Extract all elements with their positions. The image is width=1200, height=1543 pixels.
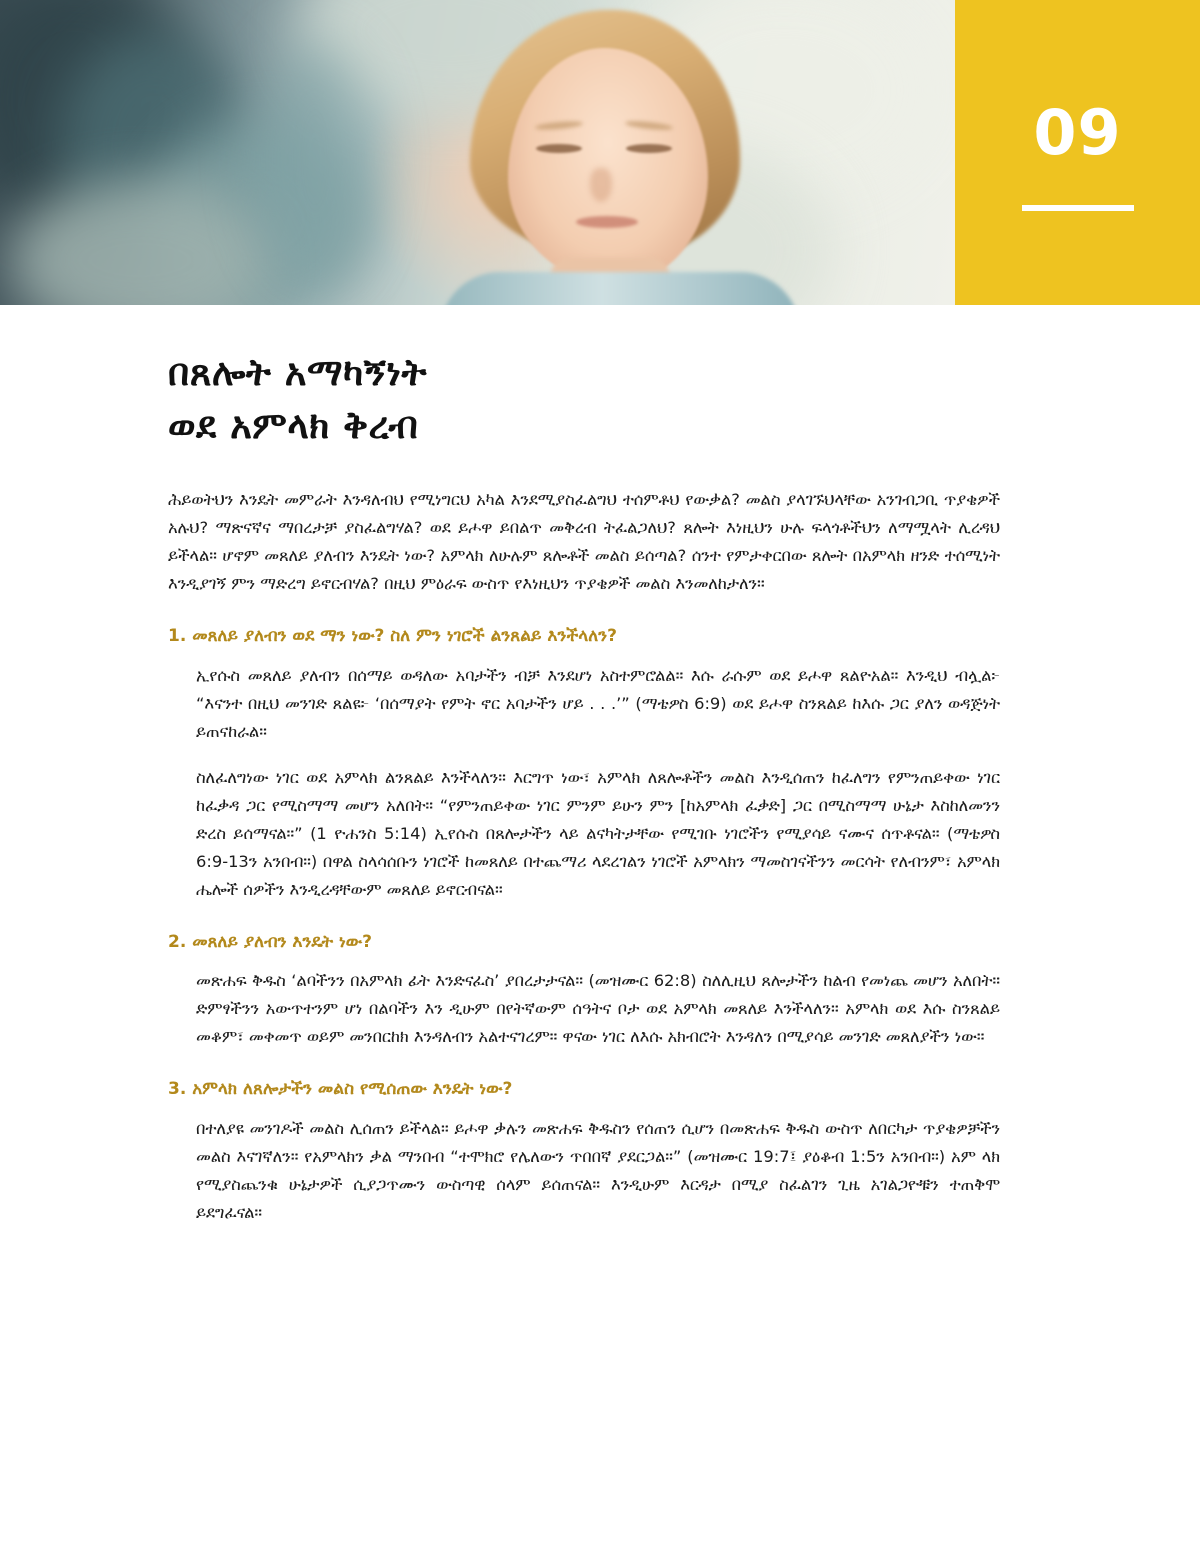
eye-right-closed — [626, 144, 672, 153]
photo-blur-shape — [255, 40, 375, 280]
chapter-number-badge — [955, 0, 1200, 305]
section-heading-1: 1. መጸለይ ያለብን ወደ ማን ነው? ስለ ምን ነገሮች ልንጸልይ እንችላለን? — [168, 626, 618, 647]
section-3-paragraph-1: በተለያዩ መንገዶች መልስ ሊሰጠን ይችላል። ይሖዋ ቃሉን መጽሐፍ ቅዱስን የሰጠን ሲሆን በመጽሐፍ ቅዱስ ውስጥ ለበርካታ ጥያቄዎቻችን መልስ እናገኛለን። የአምላክን ቃል ማንበብ “ተሞክሮ የሌለውን ጥበበኛ ያደርጋል።” (መዝሙር 19:7፤ ያዕቆብ 1:5ን አንበብ።) አም ላክ የሚያስጨንቁ ሁኔታዎች ሲያጋጥሙን ውስጣዊ ሰላም ይሰጠናል። እንዲሁም እርዳታ በሚያ ስፈልገን ጊዜ አገልጋዮቹን ተጠቅሞ ይደግፈናል። — [196, 1118, 1000, 1222]
hero-photo — [0, 0, 955, 305]
section-1-paragraph-2: ስለፈለግነው ነገር ወደ አምላክ ልንጸልይ እንችላለን። እርግጥ ነው፣ አምላክ ለጸሎቶችን መልስ እንዲሰጠን ከፈለግን የምንጠይቀው ነገር ከፈቃዳ ጋር የሚስማማ መሆን አለበት። “የምንጠይቀው ነገር ምንም ይሁን ምን [ከአምላክ ፈቃድ] ጋር በሚስማማ ሁኔታ እስከለመንን ድረስ ይሰማናል።” (1 ዮሐንስ 5:14) ኢየሱስ በጸሎታችን ላይ ልናካትታቸው የሚገቡ ነገሮችን የሚያሳይ ናሙና ሰጥቶናል። (ማቴዎስ 6:9-13ን አንበብ።) በዋል ስላሳሰቡን ነገሮች ከመጸለይ በተጨማሪ ላደረገልን ነገሮች አምላክን ማመስገናችንን መርሳት የለብንም፣ አምላክ ሔሎች ሰዎችን እንዲረዳቸውም መጸለይ ይኖርብናል። — [196, 767, 1000, 899]
page-title-line-1: በጸሎት አማካኝነት — [168, 351, 427, 394]
article-body — [0, 305, 1200, 1227]
mouth — [576, 216, 638, 228]
badge-underline-rule — [1022, 205, 1134, 211]
hero-banner — [0, 0, 1200, 305]
page-title-line-2: ወደ አምላክ ቅረብ — [168, 403, 419, 447]
section-heading-2: 2. መጸለይ ያለብን እንዴት ነው? — [168, 931, 372, 952]
chapter-number: 09 — [1033, 96, 1122, 169]
nose — [590, 168, 612, 202]
person-portrait — [430, 10, 790, 305]
eye-left-closed — [536, 144, 582, 153]
section-heading-3: 3. አምላክ ለጸሎታችን መልስ የሚሰጠው እንዴት ነው? — [168, 1079, 513, 1100]
shoulders — [440, 272, 800, 305]
page-title — [168, 347, 1000, 452]
section-1-paragraph-1: ኢየሱስ መጸለይ ያለብን በሰማይ ወዳለው አባታችን ብቻ እንደሆነ አስተምሮልል። እሱ ራሱም ወደ ይሖዋ ጸልዮአል። እንዲህ ብሏል፦ “እናንተ በዚህ መንገድ ጸልዩ፦ ‘በሰማያት የምት ኖር አባታችን ሆይ . . .’” (ማቴዎስ 6:9) ወደ ይሖዋ ስንጸልይ ከእሱ ጋር ያለን ወዳጅነት ይጠናከራል። — [196, 665, 1000, 741]
section-2-paragraph-1: መጽሐፍ ቅዱስ ‘ልባችንን በአምላክ ፊት እንድናፈስ’ ያበረታታናል። (መዝሙር 62:8) ስለሊዚህ ጸሎታችን ከልብ የመነጨ መሆን አለበት። ድምፃችንን አውጥተንም ሆነ በልባችን እን ዲሁም በየትኛውም ሰዓትና ቦታ ወደ አምላክ መጸለይ እንችላለን። አምላክ ወደ እሱ ስንጸልይ መቆም፣ መቀመጥ ወይም መንበርከክ እንዳለብን አልተናገረም። ዋናው ነገር ለእሱ አክብሮት እንዳለን በሚያሳይ መንገድ መጸለያችን ነው። — [196, 971, 1000, 1047]
intro-paragraph: ሕይወትህን እንዴት መምራት እንዳለብህ የሚነግርህ አካል እንደሚያስፈልግህ ተሰምቶህ የውቃል? መልስ ያላገኙህላቸው አንገብጋቢ ጥያቄዎች አሉህ? ማጽናኛና ማበረታቻ ያስፈልግሃል? ወደ ይሖዋ ይበልጥ መቅረብ ትፈልጋለህ? ጸሎት እነዚህን ሁሉ ፍላጎቶችህን ለማሟላት ሊረዳህ ይችላል። ሆኖም መጸለይ ያለብን እንዴት ነው? አምላክ ለሁሉም ጸሎቶች መልስ ይሰጣል? ሰንተ የምታቀርበው ጸሎት በአምላክ ዘንድ ተሰሚነት እንዲያገኝ ምን ማድረግ ይኖርብሃል? በዚህ ምዕራፍ ውስጥ የእነዚህን ጥያቄዎች መልስ እንመለከታለን። — [168, 490, 1000, 594]
